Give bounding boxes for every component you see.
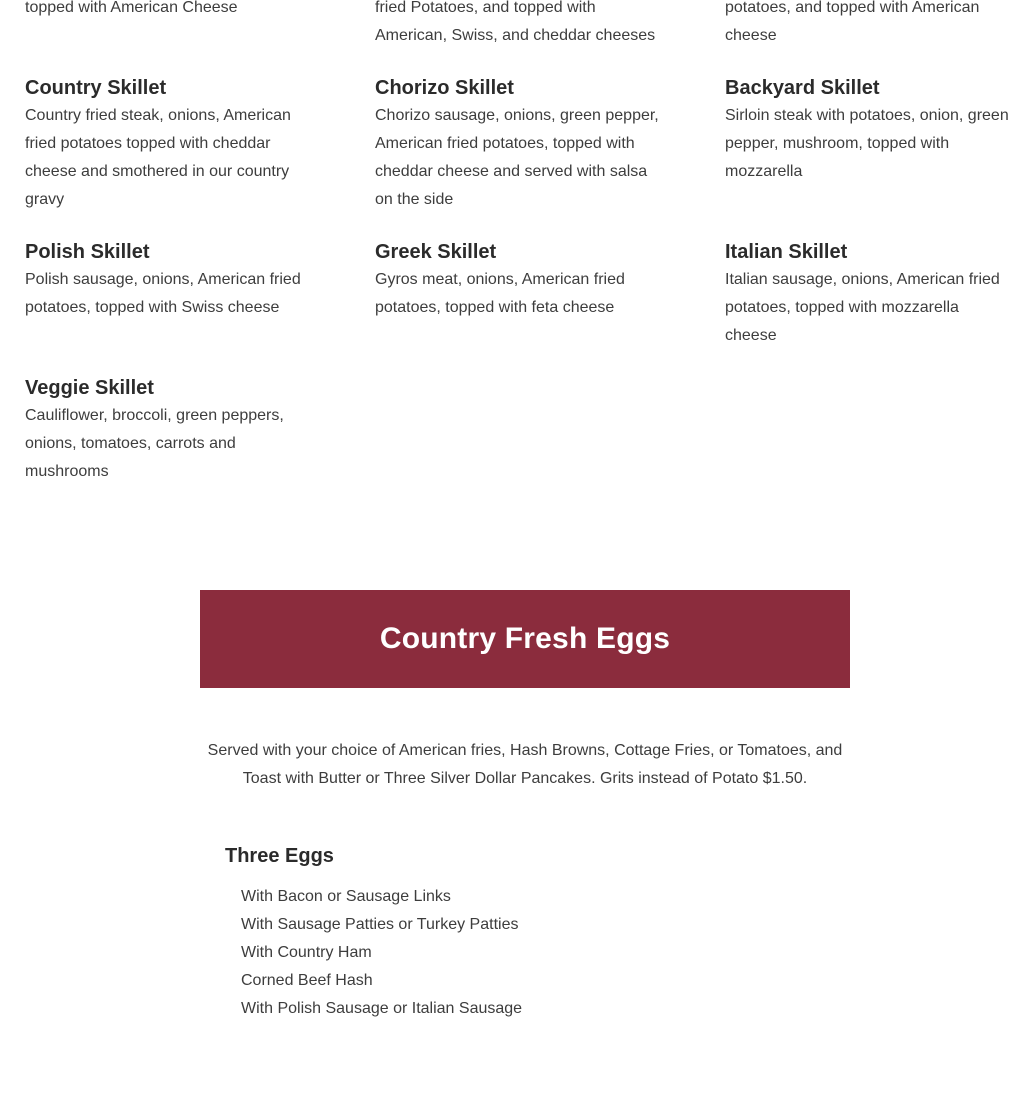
menu-item-title: Italian Skillet	[725, 241, 848, 263]
egg-options-list	[241, 883, 522, 1023]
menu-item-description: Italian sausage, onions, American fried potatoes, topped with mozzarella cheese	[725, 271, 1000, 344]
menu-item-polish-skillet	[25, 240, 315, 322]
menu-item-title: Polish Skillet	[25, 241, 150, 263]
menu-item-description: Sirloin steak with potatoes, onion, green pepper, mushroom, topped with mozzarella	[725, 107, 1009, 180]
menu-item-country-skillet	[25, 76, 315, 214]
menu-item-title: Backyard Skillet	[725, 77, 880, 99]
list-item: With Bacon or Sausage Links	[241, 888, 451, 905]
menu-item-description: Chorizo sausage, onions, green pepper, American fried potatoes, topped with cheddar cheese and served with salsa on the side	[375, 107, 659, 208]
menu-item-description: Polish sausage, onions, American fried potatoes, topped with Swiss cheese	[25, 271, 301, 316]
menu-item-description: Cauliflower, broccoli, green peppers, onions, tomatoes, carrots and mushrooms	[25, 407, 284, 480]
menu-item-description-fragment: topped with American Cheese	[25, 0, 238, 16]
menu-item-title: Country Skillet	[25, 77, 167, 99]
menu-item-chorizo-skillet	[375, 76, 660, 214]
menu-item-title: Chorizo Skillet	[375, 77, 514, 99]
menu-item-title: Greek Skillet	[375, 241, 497, 263]
menu-item-description: Gyros meat, onions, American fried potatoes, topped with feta cheese	[375, 271, 625, 316]
list-item: With Country Ham	[241, 944, 372, 961]
menu-item-description: Country fried steak, onions, American fried potatoes topped with cheddar cheese and smothered in our country gravy	[25, 107, 291, 208]
list-item: With Sausage Patties or Turkey Patties	[241, 916, 519, 933]
menu-item-title: Veggie Skillet	[25, 377, 154, 399]
section-heading: Country Fresh Eggs	[379, 622, 671, 655]
list-item: Corned Beef Hash	[241, 972, 373, 989]
menu-item-description-fragment: fried Potatoes, and topped with American, Swiss, and cheddar cheeses	[375, 0, 656, 44]
menu-item-description-fragment: potatoes, and topped with American cheese	[725, 0, 980, 44]
subsection-title: Three Eggs	[225, 845, 334, 867]
menu-item-greek-skillet	[375, 240, 635, 322]
menu-item-veggie-skillet	[25, 376, 290, 486]
list-item: With Polish Sausage or Italian Sausage	[241, 1000, 523, 1017]
section-banner	[200, 590, 850, 688]
section-intro: Served with your choice of American fries, Hash Browns, Cottage Fries, or Tomatoes, and Toast with Butter or Three Silver Dollar Pancakes. Grits instead of Potato $1.50.	[207, 742, 843, 787]
menu-item-italian-skillet	[725, 240, 1010, 350]
menu-item-backyard-skillet	[725, 76, 1015, 186]
